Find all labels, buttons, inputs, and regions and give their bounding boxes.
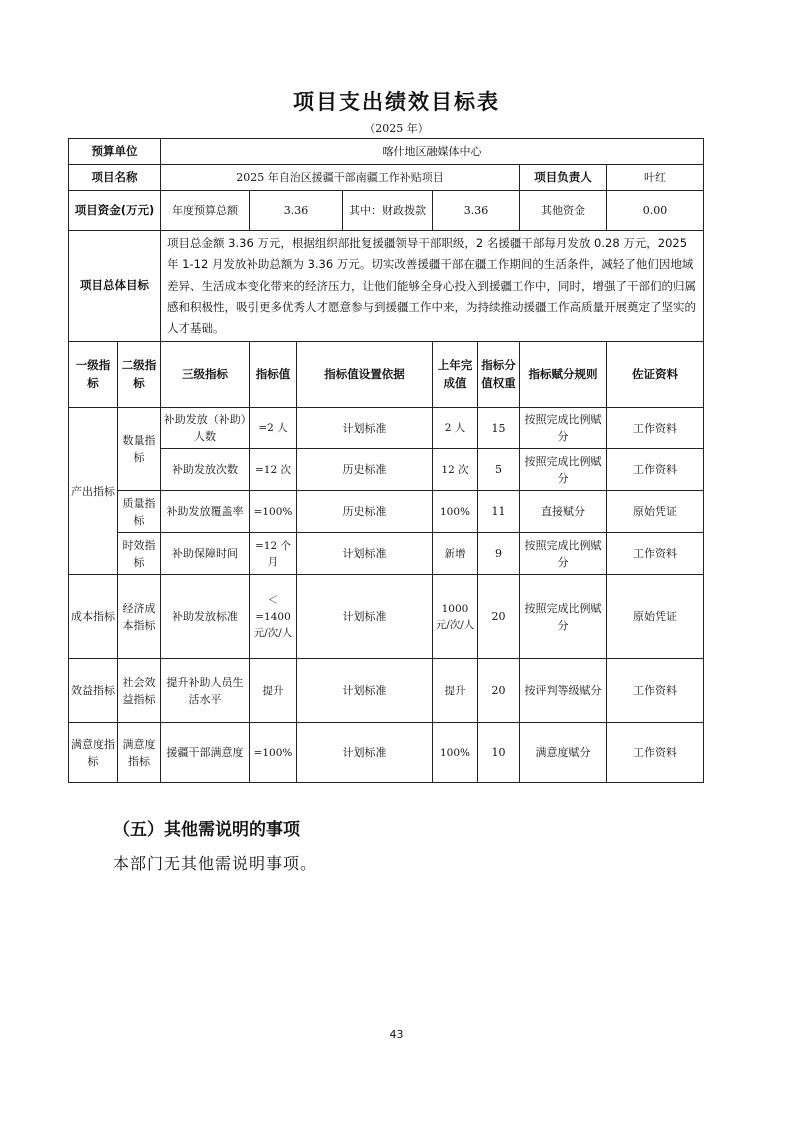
level3-indicator: 援疆干部满意度 (161, 723, 250, 783)
indicator-weight: 11 (478, 491, 520, 533)
fiscal-allocation-value: 3.36 (433, 191, 520, 231)
evidence-material: 工作资料 (607, 533, 704, 575)
scoring-rule: 按照完成比例赋分 (520, 408, 607, 449)
last-year-value: 1000 元/次/人 (433, 575, 478, 659)
project-name-row (69, 165, 704, 191)
overall-goal-text: 项目总金额 3.36 万元，根据组织部批复援疆领导干部职级，2 名援疆干部每月发放 0.28 万元，2025 年 1-12 月发放补助总额为 3.36 万元。切实改善援疆干部在疆工作期间的生活条件，减轻了他们因地域差异、生活成本变化带来的经济压力，让他们能够全身心投入到援疆工作中，同时，增强了干部们的归属感和积极性，吸引更多优秀人才愿意参与到援疆工作中来，为持续推动援疆工作高质量开展奠定了坚实的人才基础。 (161, 231, 704, 342)
indicator-weight: 20 (478, 575, 520, 659)
indicator-value: =2 人 (250, 408, 297, 449)
unit-value: 喀什地区融媒体中心 (161, 139, 704, 165)
indicator-basis: 历史标准 (297, 491, 433, 533)
other-funds-label: 其他资金 (520, 191, 607, 231)
last-year-value: 100% (433, 723, 478, 783)
level3-indicator: 补助发放次数 (161, 449, 250, 491)
indicator-weight: 5 (478, 449, 520, 491)
table-row (69, 408, 704, 449)
level2-indicator: 时效指标 (118, 533, 161, 575)
level3-indicator: 补助保障时间 (161, 533, 250, 575)
table-row (69, 491, 704, 533)
level2-indicator: 数量指标 (118, 408, 161, 491)
annual-budget-value: 3.36 (250, 191, 343, 231)
project-leader-value: 叶红 (607, 165, 704, 191)
level1-indicator: 成本指标 (69, 575, 118, 659)
evidence-material: 工作资料 (607, 408, 704, 449)
header-value: 指标值 (250, 342, 297, 408)
indicator-value: =12 个月 (250, 533, 297, 575)
indicator-value: =100% (250, 491, 297, 533)
table-row (69, 449, 704, 491)
last-year-value: 提升 (433, 659, 478, 723)
indicator-basis: 计划标准 (297, 659, 433, 723)
evidence-material: 原始凭证 (607, 575, 704, 659)
indicator-weight: 15 (478, 408, 520, 449)
indicator-weight: 9 (478, 533, 520, 575)
project-name-label: 项目名称 (69, 165, 161, 191)
header-rule: 指标赋分规则 (520, 342, 607, 408)
unit-label: 预算单位 (69, 139, 161, 165)
header-weight: 指标分值权重 (478, 342, 520, 408)
section-heading: （五）其他需说明的事项 (113, 820, 300, 840)
report-year: （2025 年） (364, 122, 429, 135)
other-funds-value: 0.00 (607, 191, 704, 231)
indicator-header-row (69, 342, 704, 408)
level3-indicator: 提升补助人员生活水平 (161, 659, 250, 723)
header-last-year: 上年完成值 (433, 342, 478, 408)
scoring-rule: 按照完成比例赋分 (520, 575, 607, 659)
scoring-rule: 按照完成比例赋分 (520, 533, 607, 575)
page-title: 项目支出绩效目标表 (293, 90, 500, 114)
section-text: 本部门无其他需说明事项。 (113, 854, 318, 873)
project-fund-label: 项目资金(万元) (69, 191, 161, 231)
page-number: 43 (389, 1028, 404, 1041)
project-fund-row (69, 191, 704, 231)
indicator-basis: 计划标准 (297, 533, 433, 575)
performance-target-table (68, 138, 704, 783)
indicator-basis: 计划标准 (297, 575, 433, 659)
level2-indicator: 经济成本指标 (118, 575, 161, 659)
unit-row (69, 139, 704, 165)
table-row (69, 533, 704, 575)
level1-indicator: 效益指标 (69, 659, 118, 723)
indicator-basis: 历史标准 (297, 449, 433, 491)
overall-goal-label: 项目总体目标 (69, 231, 161, 342)
indicator-value: =100% (250, 723, 297, 783)
level1-indicator: 满意度指标 (69, 723, 118, 783)
evidence-material: 工作资料 (607, 659, 704, 723)
table-row (69, 575, 704, 659)
indicator-weight: 20 (478, 659, 520, 723)
header-level3: 三级指标 (161, 342, 250, 408)
level2-indicator: 满意度指标 (118, 723, 161, 783)
fiscal-allocation-label: 其中：财政拨款 (343, 191, 433, 231)
scoring-rule: 直接赋分 (520, 491, 607, 533)
level3-indicator: 补助发放标准 (161, 575, 250, 659)
header-level2: 二级指标 (118, 342, 161, 408)
last-year-value: 100% (433, 491, 478, 533)
scoring-rule: 按照完成比例赋分 (520, 449, 607, 491)
project-name-value: 2025 年自治区援疆干部南疆工作补贴项目 (161, 165, 520, 191)
table-row (69, 659, 704, 723)
indicator-value: 提升 (250, 659, 297, 723)
last-year-value: 新增 (433, 533, 478, 575)
evidence-material: 原始凭证 (607, 491, 704, 533)
level2-indicator: 社会效益指标 (118, 659, 161, 723)
scoring-rule: 满意度赋分 (520, 723, 607, 783)
indicator-weight: 10 (478, 723, 520, 783)
indicator-basis: 计划标准 (297, 723, 433, 783)
level2-indicator: 质量指标 (118, 491, 161, 533)
overall-goal-row (69, 231, 704, 342)
last-year-value: 12 次 (433, 449, 478, 491)
evidence-material: 工作资料 (607, 449, 704, 491)
level1-indicator: 产出指标 (69, 408, 118, 575)
header-level1: 一级指标 (69, 342, 118, 408)
indicator-value: =12 次 (250, 449, 297, 491)
level3-indicator: 补助发放（补助）人数 (161, 408, 250, 449)
scoring-rule: 按评判等级赋分 (520, 659, 607, 723)
table-row (69, 723, 704, 783)
project-leader-label: 项目负责人 (520, 165, 607, 191)
annual-budget-label: 年度预算总额 (161, 191, 250, 231)
indicator-value: ＜=1400 元/次/人 (250, 575, 297, 659)
last-year-value: 2 人 (433, 408, 478, 449)
header-basis: 指标值设置依据 (297, 342, 433, 408)
indicator-basis: 计划标准 (297, 408, 433, 449)
level3-indicator: 补助发放覆盖率 (161, 491, 250, 533)
evidence-material: 工作资料 (607, 723, 704, 783)
header-evidence: 佐证资料 (607, 342, 704, 408)
